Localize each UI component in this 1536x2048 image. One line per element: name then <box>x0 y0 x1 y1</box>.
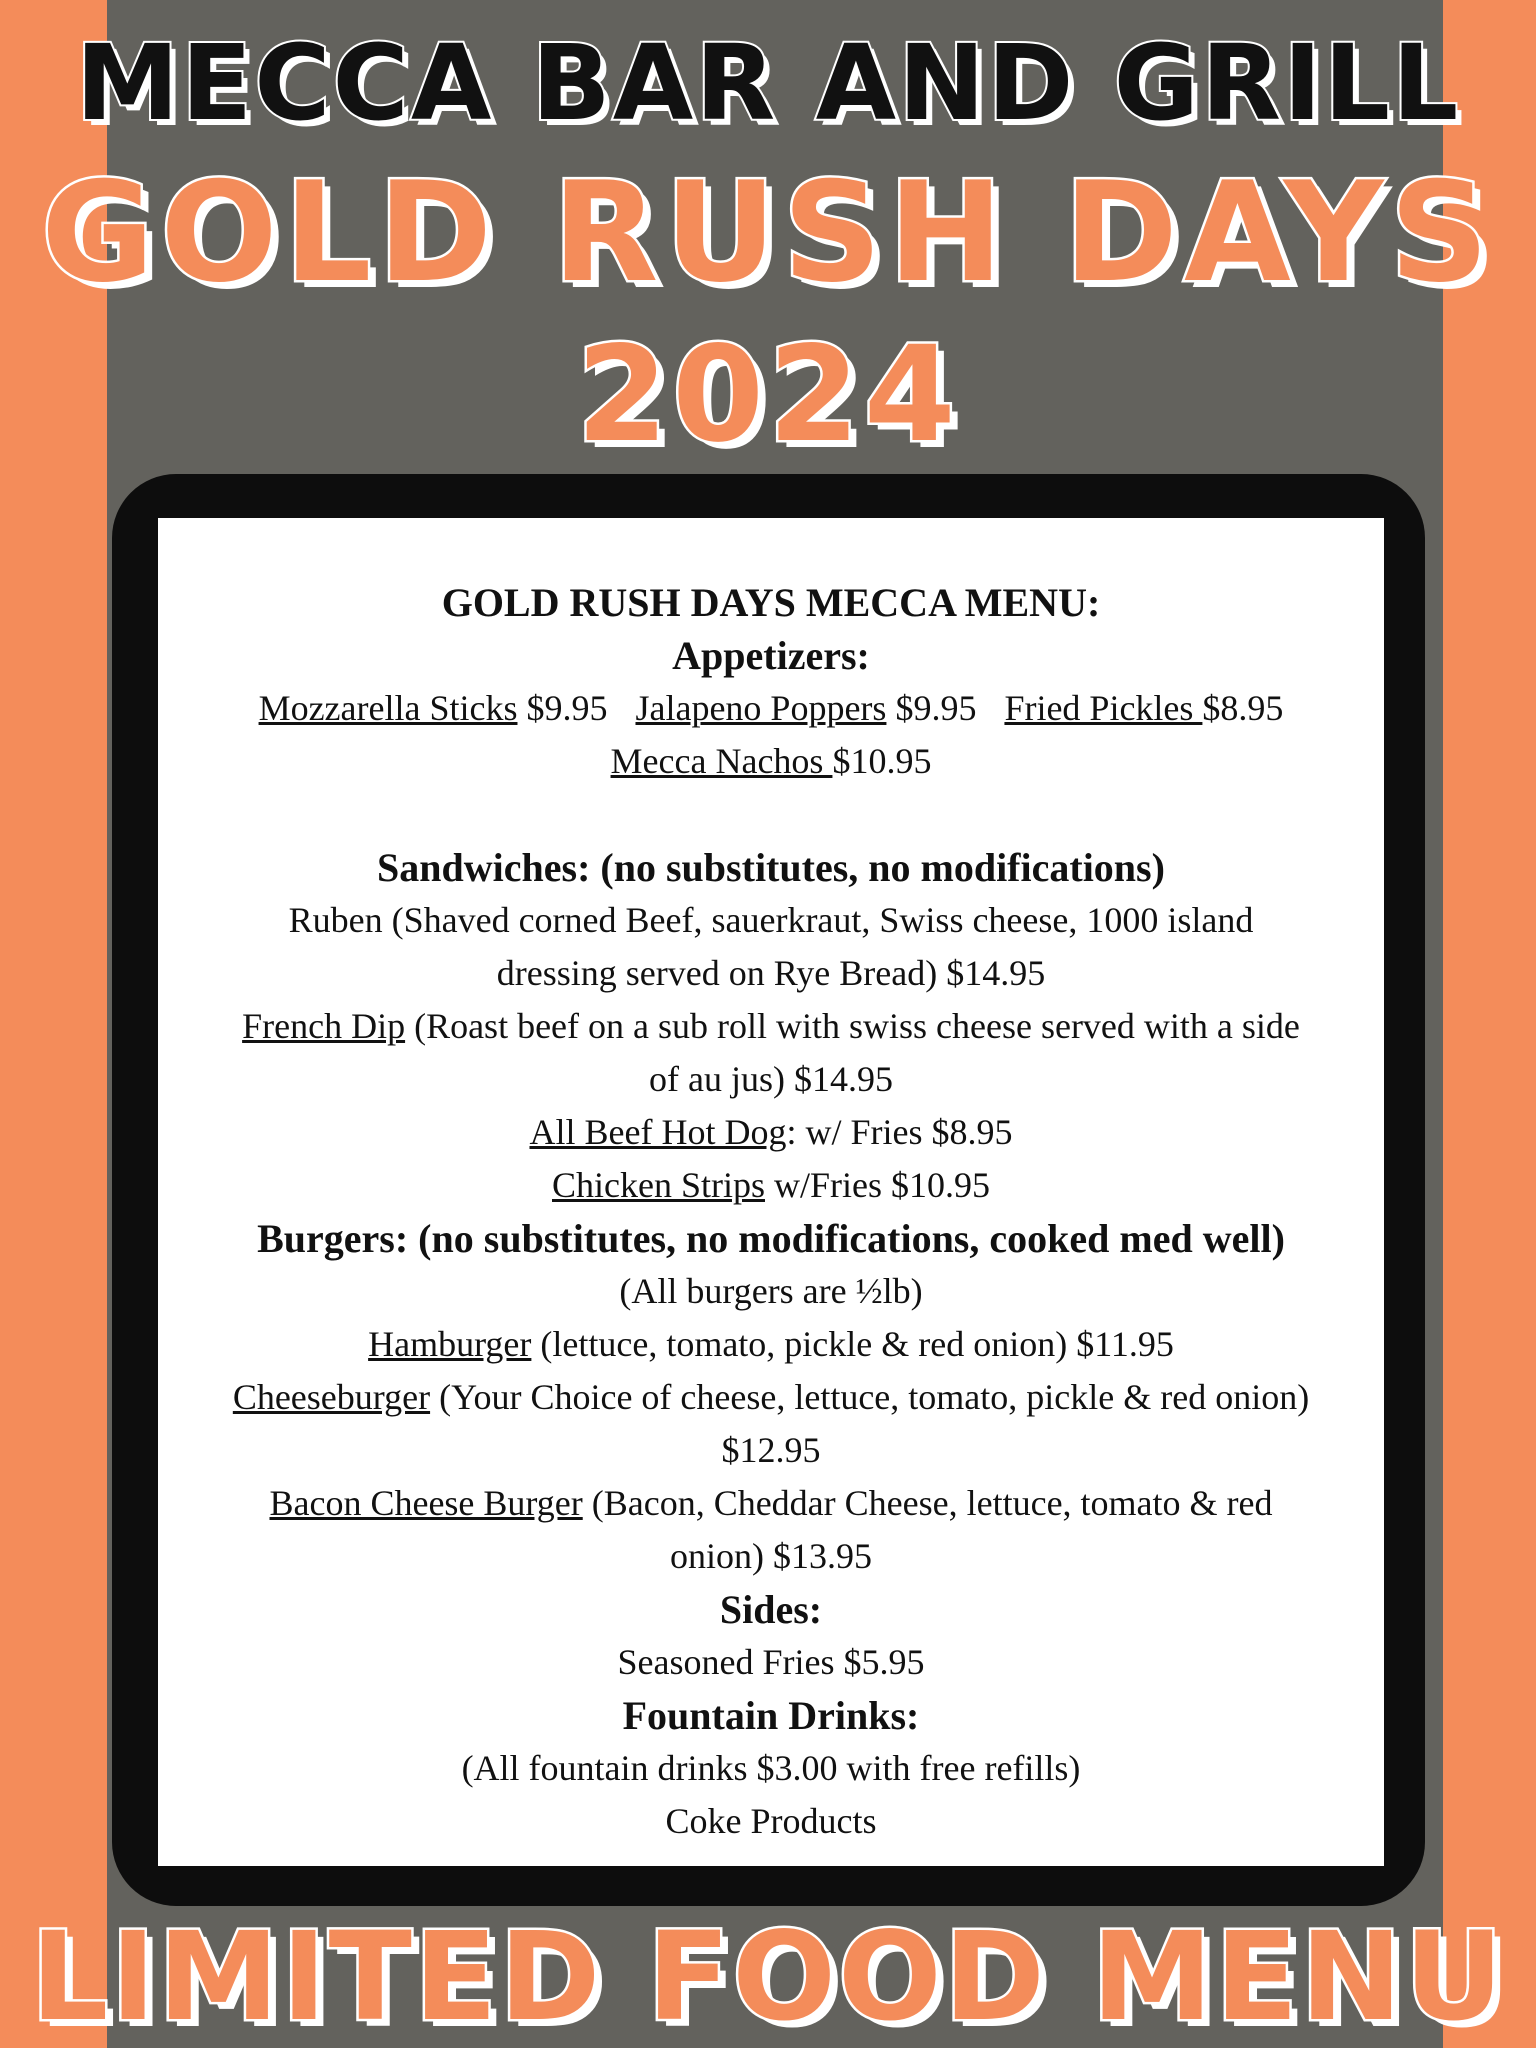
sides-item: Seasoned Fries $5.95 <box>617 1642 925 1682</box>
footer-title: LIMITED FOOD MENU <box>30 1906 1506 2048</box>
item-name: Cheeseburger <box>232 1377 431 1417</box>
ruben-line-2: dressing served on Rye Bread) $14.95 <box>496 953 1046 993</box>
item-description: w/Fries $10.95 <box>765 1165 990 1205</box>
item-name: Chicken Strips <box>552 1165 765 1205</box>
item-name: French Dip <box>242 1006 406 1046</box>
french-dip-line-1 <box>158 1000 1384 1053</box>
menu-item <box>259 688 608 728</box>
drinks-note: (All fountain drinks $3.00 with free refills) <box>461 1748 1081 1788</box>
ruben-line-1: Ruben (Shaved corned Beef, sauerkraut, Swiss cheese, 1000 island <box>288 900 1254 940</box>
chicken-strips-line <box>158 1159 1384 1212</box>
cheeseburger-line-1 <box>158 1371 1384 1424</box>
section-gap <box>158 788 1384 841</box>
menu-item <box>1004 688 1283 728</box>
venue-title: MECCA BAR AND GRILL <box>75 22 1461 144</box>
item-price: $8.95 <box>1202 688 1284 728</box>
event-title: GOLD RUSH DAYS <box>41 152 1495 313</box>
appetizers-row-1 <box>158 682 1384 735</box>
sandwiches-heading: Sandwiches: (no substitutes, no modifications) <box>377 845 1165 890</box>
french-dip-line-2: of au jus) $14.95 <box>649 1059 893 1099</box>
menu-card <box>158 518 1384 1866</box>
item-name: Jalapeno Poppers <box>635 688 887 728</box>
item-name: Hamburger <box>368 1324 532 1364</box>
appetizers-heading: Appetizers: <box>672 633 870 678</box>
item-name: Bacon Cheese Burger <box>269 1483 583 1523</box>
cheeseburger-line-2: $12.95 <box>721 1430 821 1470</box>
drinks-heading: Fountain Drinks: <box>622 1693 920 1738</box>
item-description: (Bacon, Cheddar Cheese, lettuce, tomato & red <box>582 1483 1273 1523</box>
menu-title: GOLD RUSH DAYS MECCA MENU: <box>441 580 1101 625</box>
hot-dog-line <box>158 1106 1384 1159</box>
bacon-cheese-burger-line-1 <box>158 1477 1384 1530</box>
item-description: : w/ Fries $8.95 <box>786 1112 1013 1152</box>
bacon-cheese-burger-line-2: onion) $13.95 <box>670 1536 872 1576</box>
event-year: 2024 <box>576 318 960 472</box>
item-description: (Roast beef on a sub roll with swiss cheese served with a side <box>405 1006 1300 1046</box>
burgers-heading: Burgers: (no substitutes, no modifications, cooked med well) <box>257 1216 1285 1261</box>
item-name: Mozzarella Sticks <box>258 688 518 728</box>
menu-item <box>635 688 976 728</box>
hamburger-line <box>158 1318 1384 1371</box>
item-price: $9.95 <box>886 688 977 728</box>
drinks-item: Coke Products <box>665 1801 877 1841</box>
item-name: Fried Pickles <box>1004 688 1203 728</box>
item-price: $9.95 <box>517 688 608 728</box>
item-name: All Beef Hot Dog <box>529 1112 787 1152</box>
item-price: $10.95 <box>832 741 932 781</box>
item-description: (lettuce, tomato, pickle & red onion) $11.95 <box>531 1324 1174 1364</box>
item-description: (Your Choice of cheese, lettuce, tomato, pickle & red onion) <box>430 1377 1310 1417</box>
menu-content <box>158 576 1384 1848</box>
burgers-note: (All burgers are ½lb) <box>619 1271 923 1311</box>
sides-heading: Sides: <box>719 1587 823 1632</box>
item-name: Mecca Nachos <box>610 741 833 781</box>
appetizers-row-2 <box>158 735 1384 788</box>
